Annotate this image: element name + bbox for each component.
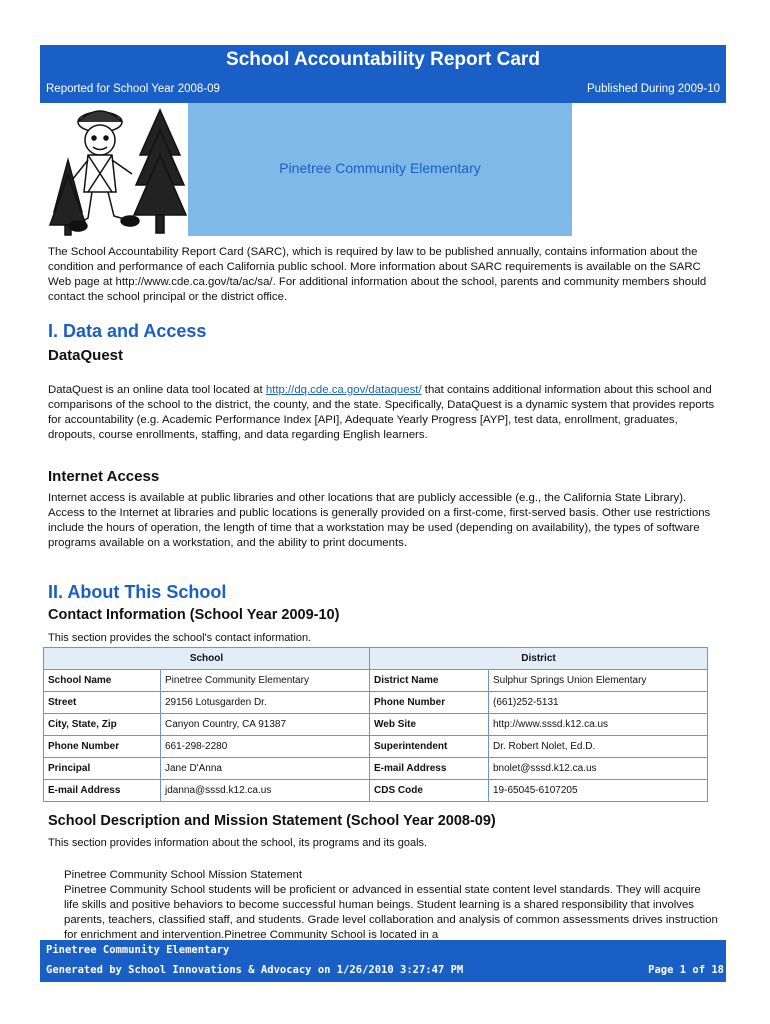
row-value: bnolet@sssd.k12.ca.us xyxy=(489,758,708,780)
mascot-illustration xyxy=(48,100,188,238)
table-row xyxy=(44,736,708,758)
row-value: (661)252-5131 xyxy=(489,692,708,714)
dataquest-heading: DataQuest xyxy=(48,347,124,364)
table-header-row xyxy=(44,648,708,670)
district-column-header: District xyxy=(370,648,708,670)
row-label: City, State, Zip xyxy=(44,714,161,736)
contact-info-intro: This section provides the school's contact information. xyxy=(48,632,312,644)
school-column-header: School xyxy=(44,648,370,670)
mission-statement-title: Pinetree Community School Mission Statement xyxy=(64,869,303,881)
mission-heading: School Description and Mission Statement (School Year 2008-09) xyxy=(48,813,496,829)
row-value: http://www.sssd.k12.ca.us xyxy=(489,714,708,736)
row-label: School Name xyxy=(44,670,161,692)
report-title: School Accountability Report Card xyxy=(226,49,540,70)
table-row xyxy=(44,692,708,714)
table-row xyxy=(44,758,708,780)
row-value: 19-65045-6107205 xyxy=(489,780,708,802)
row-label: Phone Number xyxy=(370,692,489,714)
row-label: Street xyxy=(44,692,161,714)
footer-generated: Generated by School Innovations & Advocacy on 1/26/2010 3:27:47 PM xyxy=(46,964,464,976)
dataquest-paragraph: DataQuest is an online data tool located at http://dq.cde.ca.gov/dataquest/ that contains additional information about this school and comparisons of the school to the district, the county, and the state. Specifically, DataQuest is a dynamic system that provides reports for accountability (e.g. Academic Performance Index [API], Adequate Yearly Progress [AYP], test data, enrollment, graduates, dropouts, course enrollments, staffing, and data regarding English learners. xyxy=(48,384,715,441)
school-name: Pinetree Community Elementary xyxy=(279,160,481,176)
row-label: Superintendent xyxy=(370,736,489,758)
table-row xyxy=(44,714,708,736)
row-label: E-mail Address xyxy=(44,780,161,802)
row-value: Pinetree Community Elementary xyxy=(161,670,370,692)
row-label: District Name xyxy=(370,670,489,692)
table-row xyxy=(44,780,708,802)
row-label: Web Site xyxy=(370,714,489,736)
contact-table xyxy=(43,647,708,802)
dataquest-link[interactable]: http://dq.cde.ca.gov/dataquest/ xyxy=(265,384,422,396)
contact-info-heading: Contact Information (School Year 2009-10) xyxy=(48,607,340,623)
section-about-school-title: II. About This School xyxy=(48,582,227,602)
row-value: Dr. Robert Nolet, Ed.D. xyxy=(489,736,708,758)
mission-intro: This section provides information about the school, its programs and its goals. xyxy=(48,837,428,849)
row-value: 661-298-2280 xyxy=(161,736,370,758)
footer-school-name: Pinetree Community Elementary xyxy=(46,944,230,956)
intro-paragraph: The School Accountability Report Card (SARC), which is required by law to be published annually, contains information about the condition and performance of each California public school. More information about SARC requirements is available on the SARC Web page at http://www.cde.ca.gov/ta/ac/sa/. For additional information about the school, parents and community members should contact the school principal or the district office. xyxy=(48,246,707,303)
mission-statement: Pinetree Community School students will be proficient or advanced in essential state content level standards. They will acquire life skills and positive behaviors to become successful human beings. Student learning is a shared responsibility that involves parents, teachers, classified staff, and students. Grade level collaboration and analysis of common assessments drives instruction for enrichment and intervention.Pinetree Community School is located in a xyxy=(64,884,718,939)
internet-access-heading: Internet Access xyxy=(48,468,160,485)
row-value: Sulphur Springs Union Elementary xyxy=(489,670,708,692)
row-label: E-mail Address xyxy=(370,758,489,780)
internet-access-paragraph: Internet access is available at public libraries and other locations that are publicly accessible (e.g., the California State Library). Access to the Internet at libraries and public locations is generally provided on a first-come, first-served basis. Other use restrictions include the hours of operation, the length of time that a workstation may be used (depending on availability), the types of software programs available on a workstation, and the ability to print documents. xyxy=(48,492,711,549)
row-label: CDS Code xyxy=(370,780,489,802)
footer-page-number: Page 1 of 18 xyxy=(648,964,724,976)
row-label: Phone Number xyxy=(44,736,161,758)
table-row xyxy=(44,670,708,692)
row-value: Jane D'Anna xyxy=(161,758,370,780)
reported-year: Reported for School Year 2008-09 xyxy=(46,83,220,95)
row-value: jdanna@sssd.k12.ca.us xyxy=(161,780,370,802)
section-data-access-title: I. Data and Access xyxy=(48,321,207,341)
published-year: Published During 2009-10 xyxy=(587,83,720,95)
row-value: 29156 Lotusgarden Dr. xyxy=(161,692,370,714)
row-label: Principal xyxy=(44,758,161,780)
row-value: Canyon Country, CA 91387 xyxy=(161,714,370,736)
